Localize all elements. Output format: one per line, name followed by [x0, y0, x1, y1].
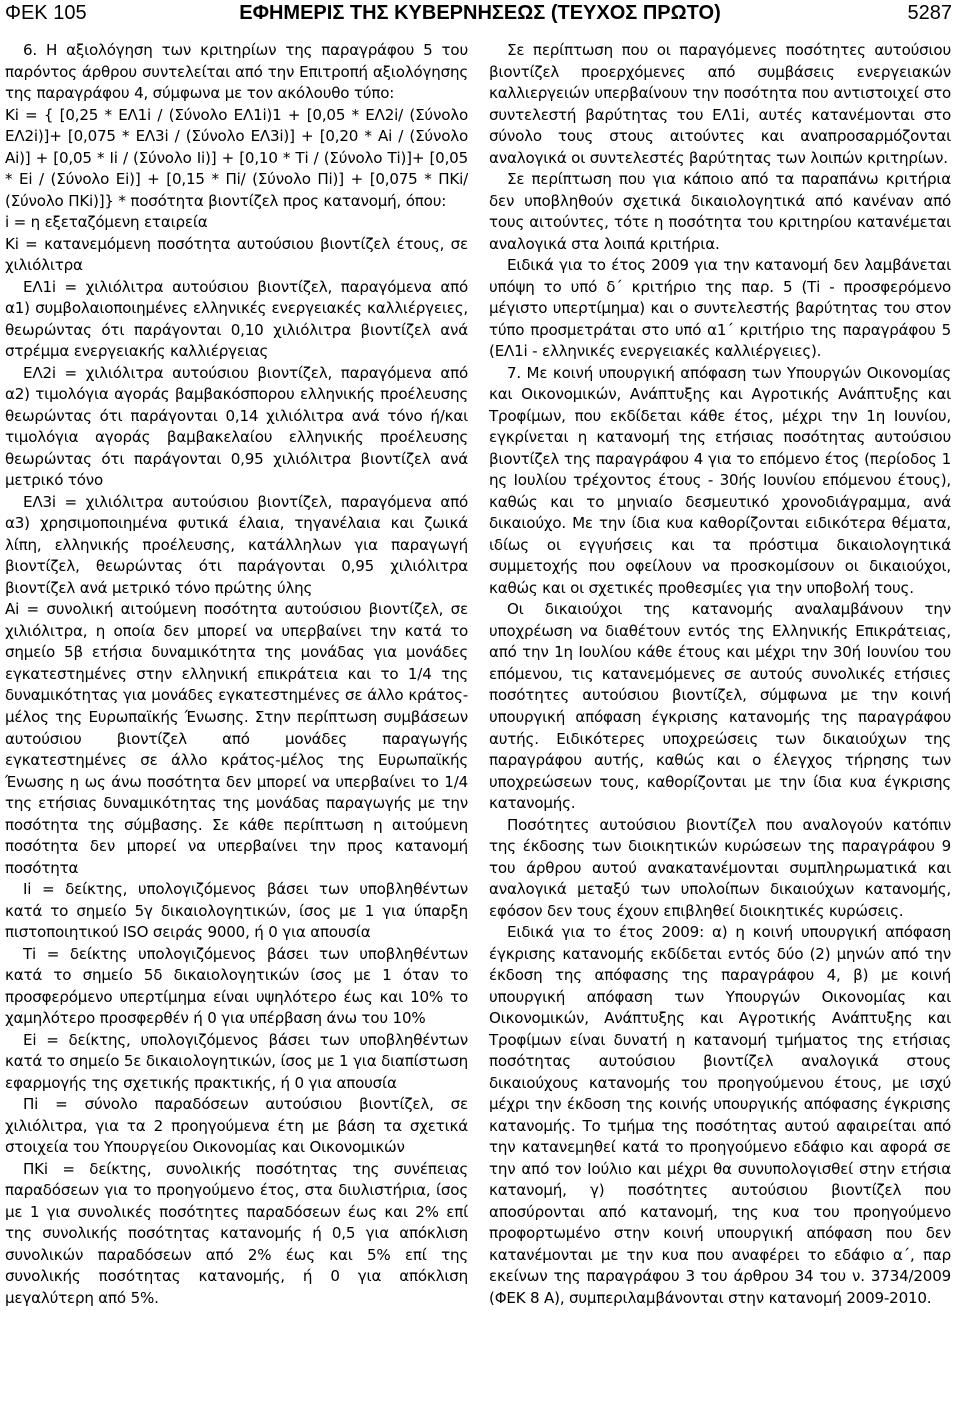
definition-ti: Τi = δείκτης υπολογιζόμενος βάσει των υποβληθέντων κατά το σημείο 5δ δικαιολογητικών ίσος με 1 όταν το προσφερόμενο υπερτίμημα είναι υψηλότερο έως και 10% το χαμηλότερο προσφερθέν ή 0 για υπέρβαση άνω του 10% [5, 944, 468, 1028]
paragraph: Σε περίπτωση που για κάποιο από τα παραπάνω κριτήρια δεν υποβληθούν σχετικά δικαιολογητικά από κανέναν από τους αιτούντες, τότε η ποσότητα του κριτηρίου κατανέμεται αναλογικά στα λοιπά κριτήρια. [489, 170, 951, 253]
page-number: 5287 [907, 2, 952, 24]
page-header [0, 0, 960, 34]
definition-el1i: ΕΛ1i = χιλιόλιτρα αυτούσιου βιοντίζελ, παραγόμενα από α1) συμβολαιοποιημένες ελληνικές ενεργειακές καλλιέργειες, θεωρώντας ότι παράγονται 0,10 χιλιόλιτρα βιοντίζελ ανά στρέμμα ενεργειακής καλλιέργειας [5, 277, 468, 361]
right-column [489, 40, 951, 1425]
paragraph: 6. Η αξιολόγηση των κριτηρίων της παραγράφου 5 του παρόντος άρθρου συντελείται από την Επιτροπή αξιολόγησης της παραγράφου 4, σύμφωνα με τον ακόλουθο τύπο: [5, 41, 468, 103]
paragraph: Σε περίπτωση που οι παραγόμενες ποσότητες αυτούσιου βιοντίζελ προερχόμενες από συμβάσεις ενεργειακών καλλιεργειών υπερβαίνουν την ποσότητα που αντιστοιχεί στο συντελεστή βαρύτητας του ΕΛ1i, αυτές κατανέμονται στο σύνολο τους στους αιτούντες και αναπροσαρμόζονται αναλογικά οι συντελεστές βαρύτητας των λοιπών κριτηρίων. [489, 41, 951, 167]
gazette-title: ΕΦΗΜΕΡΙΣ ΤΗΣ ΚΥΒΕΡΝΗΣΕΩΣ (ΤΕΥΧΟΣ ΠΡΩΤΟ) [239, 2, 721, 24]
definition-i: i = η εξεταζόμενη εταιρεία [5, 213, 208, 232]
paragraph: Ποσότητες αυτούσιου βιοντίζελ που αναλογούν κατόπιν της έκδοσης των διοικητικών κυρώσεων της παραγράφου 9 του άρθρου αυτού ανακατανέμονται συμπληρωματικά και αναλογικά μεταξύ των υπολοίπων δικαιούχων κατανομής, εφόσον δεν τους έχουν επιβληθεί διοικητικές κυρώσεις. [489, 815, 951, 920]
paragraph-7: 7. Με κοινή υπουργική απόφαση των Υπουργών Οικονομίας και Οικονομικών, Ανάπτυξης και Αγροτικής Ανάπτυξης και Τροφίμων, που εκδίδεται κάθε έτος, μέχρι την 1η Ιουνίου, εγκρίνεται η κατανομή της ετήσιας ποσότητας αυτούσιου βιοντίζελ της παραγράφου 4 για το επόμενο έτος (περίοδος 1 ης Ιουλίου τρέχοντος έτους - 30ής Ιουνίου επόμενου έτους), καθώς και το μηνιαίο δεσμευτικό χρονοδιάγραμμα, ανά δικαιούχο. Με την ίδια κυα καθορίζονται ειδικότερα θέματα, ιδίως οι εγγυήσεις και τα πρόστιμα δικαιολογητικά συμμετοχής που οφείλουν να προσκομίσουν οι δικαιούχοι, καθώς και οι σχετικές προθεσμίες για την υποβολή τους. [489, 363, 951, 597]
definition-el3i: ΕΛ3i = χιλιόλιτρα αυτούσιου βιοντίζελ, παραγόμενα από α3) χρησιμοποιημένα φυτικά έλαια, τηγανέλαια και ζωικά λίπη, ελληνικής προέλευσης, κατάλληλων για παραγωγή βιοντίζελ, θεωρώντας ότι παράγονται 0,95 χιλιόλιτρα βιοντίζελ ανά μετρικό τόνο πρώτης ύλης [5, 492, 468, 597]
paragraph: Ειδικά για το έτος 2009 για την κατανομή δεν λαμβάνεται υπόψη το υπό δ΄ κριτήριο της παρ. 5 (Τi - προσφερόμενο μέγιστο υπερτίμημα) και ο συντελεστής βαρύτητας του στον τύπο προσμετράται στο υπό α1΄ κριτήριο της παραγράφου 5 (ΕΛ1i - ελληνικές ενεργειακές καλλιέργειες). [489, 256, 951, 361]
definition-ii: Ιi = δείκτης, υπολογιζόμενος βάσει των υποβληθέντων κατά το σημείο 5γ δικαιολογητικών, ίσος με 1 για ύπαρξη πιστοποιητικού ISO σειράς 9000, ή 0 για απουσία [5, 880, 468, 942]
issue-number: ΦΕΚ 105 [5, 2, 87, 24]
left-column [5, 40, 468, 1425]
definition-ai: Αi = συνολική αιτούμενη ποσότητα αυτούσιου βιοντίζελ, σε χιλιόλιτρα, η οποία δεν μπορεί να υπερβαίνει την κατά το σημείο 5β ετήσια δυναμικότητα της μονάδας για μονάδες εγκατεστημένες στην ελληνική επικράτεια και το 1/4 της δυναμικότητας για μονάδες εγκατεστημένες σε άλλο κράτος-μέλος της Ευρωπαϊκής Ένωσης. Στην περίπτωση συμβάσεων αυτούσιου βιοντίζελ από μονάδες παραγωγής εγκατεστημένες σε άλλο κράτος-μέλος της Ευρωπαϊκής Ένωσης η ως άνω ποσότητα δεν μπορεί να υπερβαίνει το 1/4 της ετήσιας δυναμικότητας της μονάδας παραγωγής με την ποσότητα της σύμβασης. Σε κάθε περίπτωση η αιτούμενη ποσότητα δεν μπορεί να υπερβαίνει την προς κατανομή ποσότητα [5, 600, 468, 877]
formula-paragraph: Κi = { [0,25 * ΕΛ1i / (Σύνολο ΕΛ1i)1 + [0,05 * ΕΛ2i/ (Σύνολο ΕΛ2i)]+ [0,075 * ΕΛ3i / (Σύνολο ΕΛ3i)] + [0,20 * Αi / (Σύνολο Αi)] + [0,05 * Ιi / (Σύνολο Ιi)] + [0,10 * Τi / (Σύνολο Τi)]+ [0,05 * Εi / (Σύνολο Εi)] + [0,15 * Πi/ (Σύνολο Πi)] + [0,075 * ΠΚi/ (Σύνολο ΠΚi)]} * ποσότητα βιοντίζελ προς κατανομή, όπου: [5, 105, 468, 210]
definition-pki: ΠΚi = δείκτης, συνολικής ποσότητας της συνέπειας παραδόσεων για το προηγούμενο έτος, στα διυλιστήρια, ίσος με 1 για συνολικές ποσότητες παραδόσεων έως και 2% επί της συνολικής ποσότητας κατανομής ή 0,5 για απόκλιση συνολικών παραδόσεων από 2% έως και 5% επί της συνολικής ποσότητας κατανομής, ή 0 για απόκλιση μεγαλύτερη από 5%. [5, 1159, 468, 1307]
definition-pi: Πi = σύνολο παραδόσεων αυτούσιου βιοντίζελ, σε χιλιόλιτρα, για τα 2 προηγούμενα έτη με βάση τα σχετικά στοιχεία του Υπουργείου Οικονομίας και Οικονομικών [5, 1095, 468, 1157]
definition-ei: Εi = δείκτης, υπολογιζόμενος βάσει των υποβληθέντων κατά το σημείο 5ε δικαιολογητικών, ίσος με 1 για διαπίστωση εφαρμογής της σχετικής πρακτικής, ή 0 για απουσία [5, 1030, 468, 1092]
paragraph: Ειδικά για το έτος 2009: α) η κοινή υπουργική απόφαση έγκρισης κατανομής εκδίδεται εντός δύο (2) μηνών από την έκδοση της απόφασης της παραγράφου 4, β) με κοινή υπουργική απόφαση των Υπουργών Οικονομίας και Οικονομικών, Ανάπτυξης και Αγροτικής Ανάπτυξης και Τροφίμων είναι δυνατή η κατανομή τμήματος της ετήσιας ποσότητας αυτούσιου βιοντίζελ αναλογικά στους δικαιούχους κατανομής του προηγούμενου έτους, με ισχύ μέχρι την έκδοση της κοινής υπουργικής απόφασης έγκρισης κατανομής. Το τμήμα της ποσότητας αυτού αφαιρείται από την κατανεμηθεί κατά το προηγούμενο εδάφιο και αφορά σε την από τον Ιούλιο και μέχρι θα συνυπολογισθεί στην ετήσια κατανομή, γ) ποσότητες αυτούσιου βιοντίζελ που αποσύρονται από κατανομή, της κυα του προηγούμενο προφορτωμένο στην κοινή υπουργική απόφαση που δεν κατανέμονται με την κυα που αναφέρει το εδάφιο α΄, παρ εκείνων της παραγράφου 3 του άρθρου 34 του ν. 3734/2009 (ΦΕΚ 8 Α), συμπεριλαμβάνονται στην κατανομή 2009-2010. [489, 923, 951, 1307]
definition-el2i: ΕΛ2i = χιλιόλιτρα αυτούσιου βιοντίζελ, παραγόμενα από α2) τιμολόγια αγοράς βαμβακόσπορου ελληνικής προέλευσης θεωρώντας ότι παράγονται 0,14 χιλιόλιτρα ανά τόνο ή/και τιμολόγια αγοράς βαμβακελαίου ελληνικής προέλευσης θεωρώντας ότι παράγονται 0,95 χιλιόλιτρα βιοντίζελ ανά μετρικό τόνο [5, 363, 468, 490]
paragraph: Οι δικαιούχοι της κατανομής αναλαμβάνουν την υποχρέωση να διαθέτουν εντός της Ελληνικής Επικράτειας, από την 1η Ιουλίου κάθε έτους και μέχρι την 30ή Ιουνίου του επόμενου, τις κατανεμόμενες σε αυτούς συνολικές ετήσιες ποσότητες αυτούσιου βιοντίζελ, σύμφωνα με την κοινή υπουργική απόφαση έγκρισης κατανομής της παραγράφου αυτής. Ειδικότερες υποχρεώσεις των δικαιούχων της παραγράφου αυτής, καθώς και ο έλεγχος τήρησης των υποχρεώσεων τους, καθορίζονται με την ίδια κυα έγκρισης κατανομής. [489, 600, 951, 813]
definition-ki: Κi = κατανεμόμενη ποσότητα αυτούσιου βιοντίζελ έτους, σε χιλιόλιτρα [5, 234, 468, 275]
